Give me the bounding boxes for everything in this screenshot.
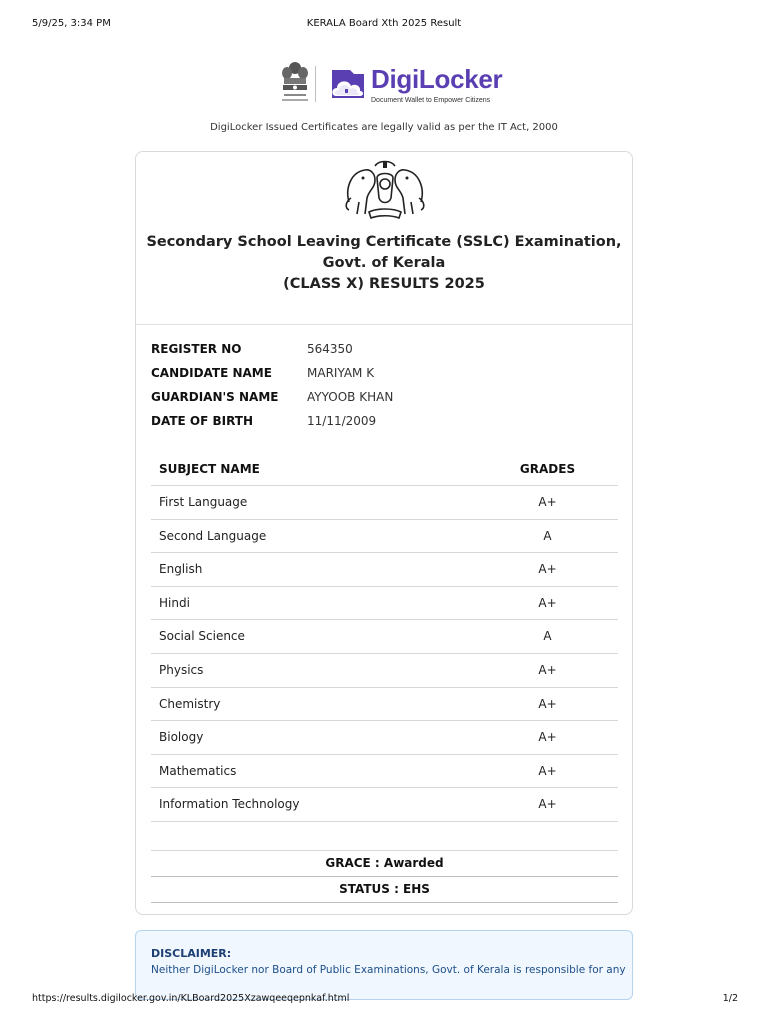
national-emblem-icon: [278, 60, 312, 106]
detail-date-of-birth: [151, 414, 621, 438]
table-row: [151, 755, 618, 789]
brand-name: DigiLocker: [371, 64, 503, 94]
detail-value: 11/11/2009: [307, 414, 377, 428]
detail-guardian-name: [151, 390, 621, 414]
detail-label: GUARDIAN'S NAME: [151, 390, 279, 404]
subject-cell: English: [159, 562, 203, 577]
grades-table: [151, 457, 618, 822]
subject-column-header: SUBJECT NAME: [159, 462, 260, 476]
certificate-title-line: Secondary School Leaving Certificate (SSLC) Examination,: [146, 234, 622, 250]
grade-cell: A+: [538, 797, 557, 812]
issued-note: DigiLocker Issued Certificates are legally valid as per the IT Act, 2000: [210, 122, 558, 133]
certificate-title-line: Govt. of Kerala: [322, 255, 446, 271]
subject-cell: Social Science: [159, 629, 245, 644]
grade-cell: A+: [538, 730, 557, 745]
detail-value: 564350: [307, 342, 353, 356]
result-status: STATUS : EHS: [151, 877, 618, 903]
subject-cell: Chemistry: [159, 696, 221, 711]
digilocker-logo: [278, 60, 508, 108]
certificate-title: [136, 232, 632, 295]
subject-cell: Second Language: [159, 528, 267, 543]
grade-column-header: GRADES: [519, 462, 576, 476]
detail-label: REGISTER NO: [151, 342, 242, 356]
detail-candidate-name: [151, 366, 621, 390]
candidate-details: [151, 342, 621, 438]
grade-cell: A: [543, 528, 552, 543]
table-row: [151, 520, 618, 554]
grade-cell: A+: [538, 696, 557, 711]
detail-value: MARIYAM K: [307, 366, 375, 380]
table-row: [151, 587, 618, 621]
print-footer: [32, 993, 738, 1007]
detail-value: AYYOOB KHAN: [307, 390, 394, 404]
grades-table-header: [151, 457, 618, 486]
grade-cell: A: [543, 629, 552, 644]
print-url: https://results.digilocker.gov.in/KLBoard2025Xzawqeeqepnkaf.html: [32, 993, 350, 1004]
subject-cell: Biology: [159, 730, 204, 745]
detail-register-no: [151, 342, 621, 366]
subject-cell: Mathematics: [159, 763, 237, 778]
subject-cell: First Language: [159, 495, 248, 509]
disclaimer-text: Neither DigiLocker nor Board of Public Examinations, Govt. of Kerala is responsible for any: [151, 964, 626, 976]
detail-label: DATE OF BIRTH: [151, 414, 253, 428]
subject-cell: Physics: [159, 662, 204, 677]
print-datetime: 5/9/25, 3:34 PM: [32, 18, 111, 29]
print-doc-title: KERALA Board Xth 2025 Result: [306, 18, 462, 29]
table-row: [151, 721, 618, 755]
grade-cell: A+: [538, 662, 557, 677]
grace-status: GRACE : Awarded: [151, 851, 618, 877]
digilocker-cloud-icon: [328, 66, 368, 102]
kerala-emblem-icon: [339, 158, 431, 222]
subject-cell: Hindi: [159, 595, 190, 610]
grade-cell: A+: [538, 595, 557, 610]
table-row: [151, 553, 618, 587]
subject-cell: Information Technology: [159, 797, 300, 812]
table-row: [151, 620, 618, 654]
certificate-card: [135, 151, 633, 915]
disclaimer-title: DISCLAIMER:: [151, 947, 232, 960]
certificate-header: [136, 152, 632, 325]
grade-cell: A+: [538, 763, 557, 778]
table-row: [151, 788, 618, 822]
logo-divider: [315, 66, 316, 102]
grade-cell: A+: [538, 562, 557, 577]
table-row: [151, 654, 618, 688]
table-row: [151, 486, 618, 520]
certificate-title-line: (CLASS X) RESULTS 2025: [283, 276, 485, 292]
result-summary: [151, 850, 618, 903]
grade-cell: A+: [538, 495, 557, 509]
print-header: [32, 18, 736, 32]
disclaimer-box: [135, 930, 633, 1000]
print-page-number: 1/2: [722, 993, 738, 1004]
detail-label: CANDIDATE NAME: [151, 366, 272, 380]
brand-tagline: Document Wallet to Empower Citizens: [371, 97, 491, 104]
table-row: [151, 688, 618, 722]
